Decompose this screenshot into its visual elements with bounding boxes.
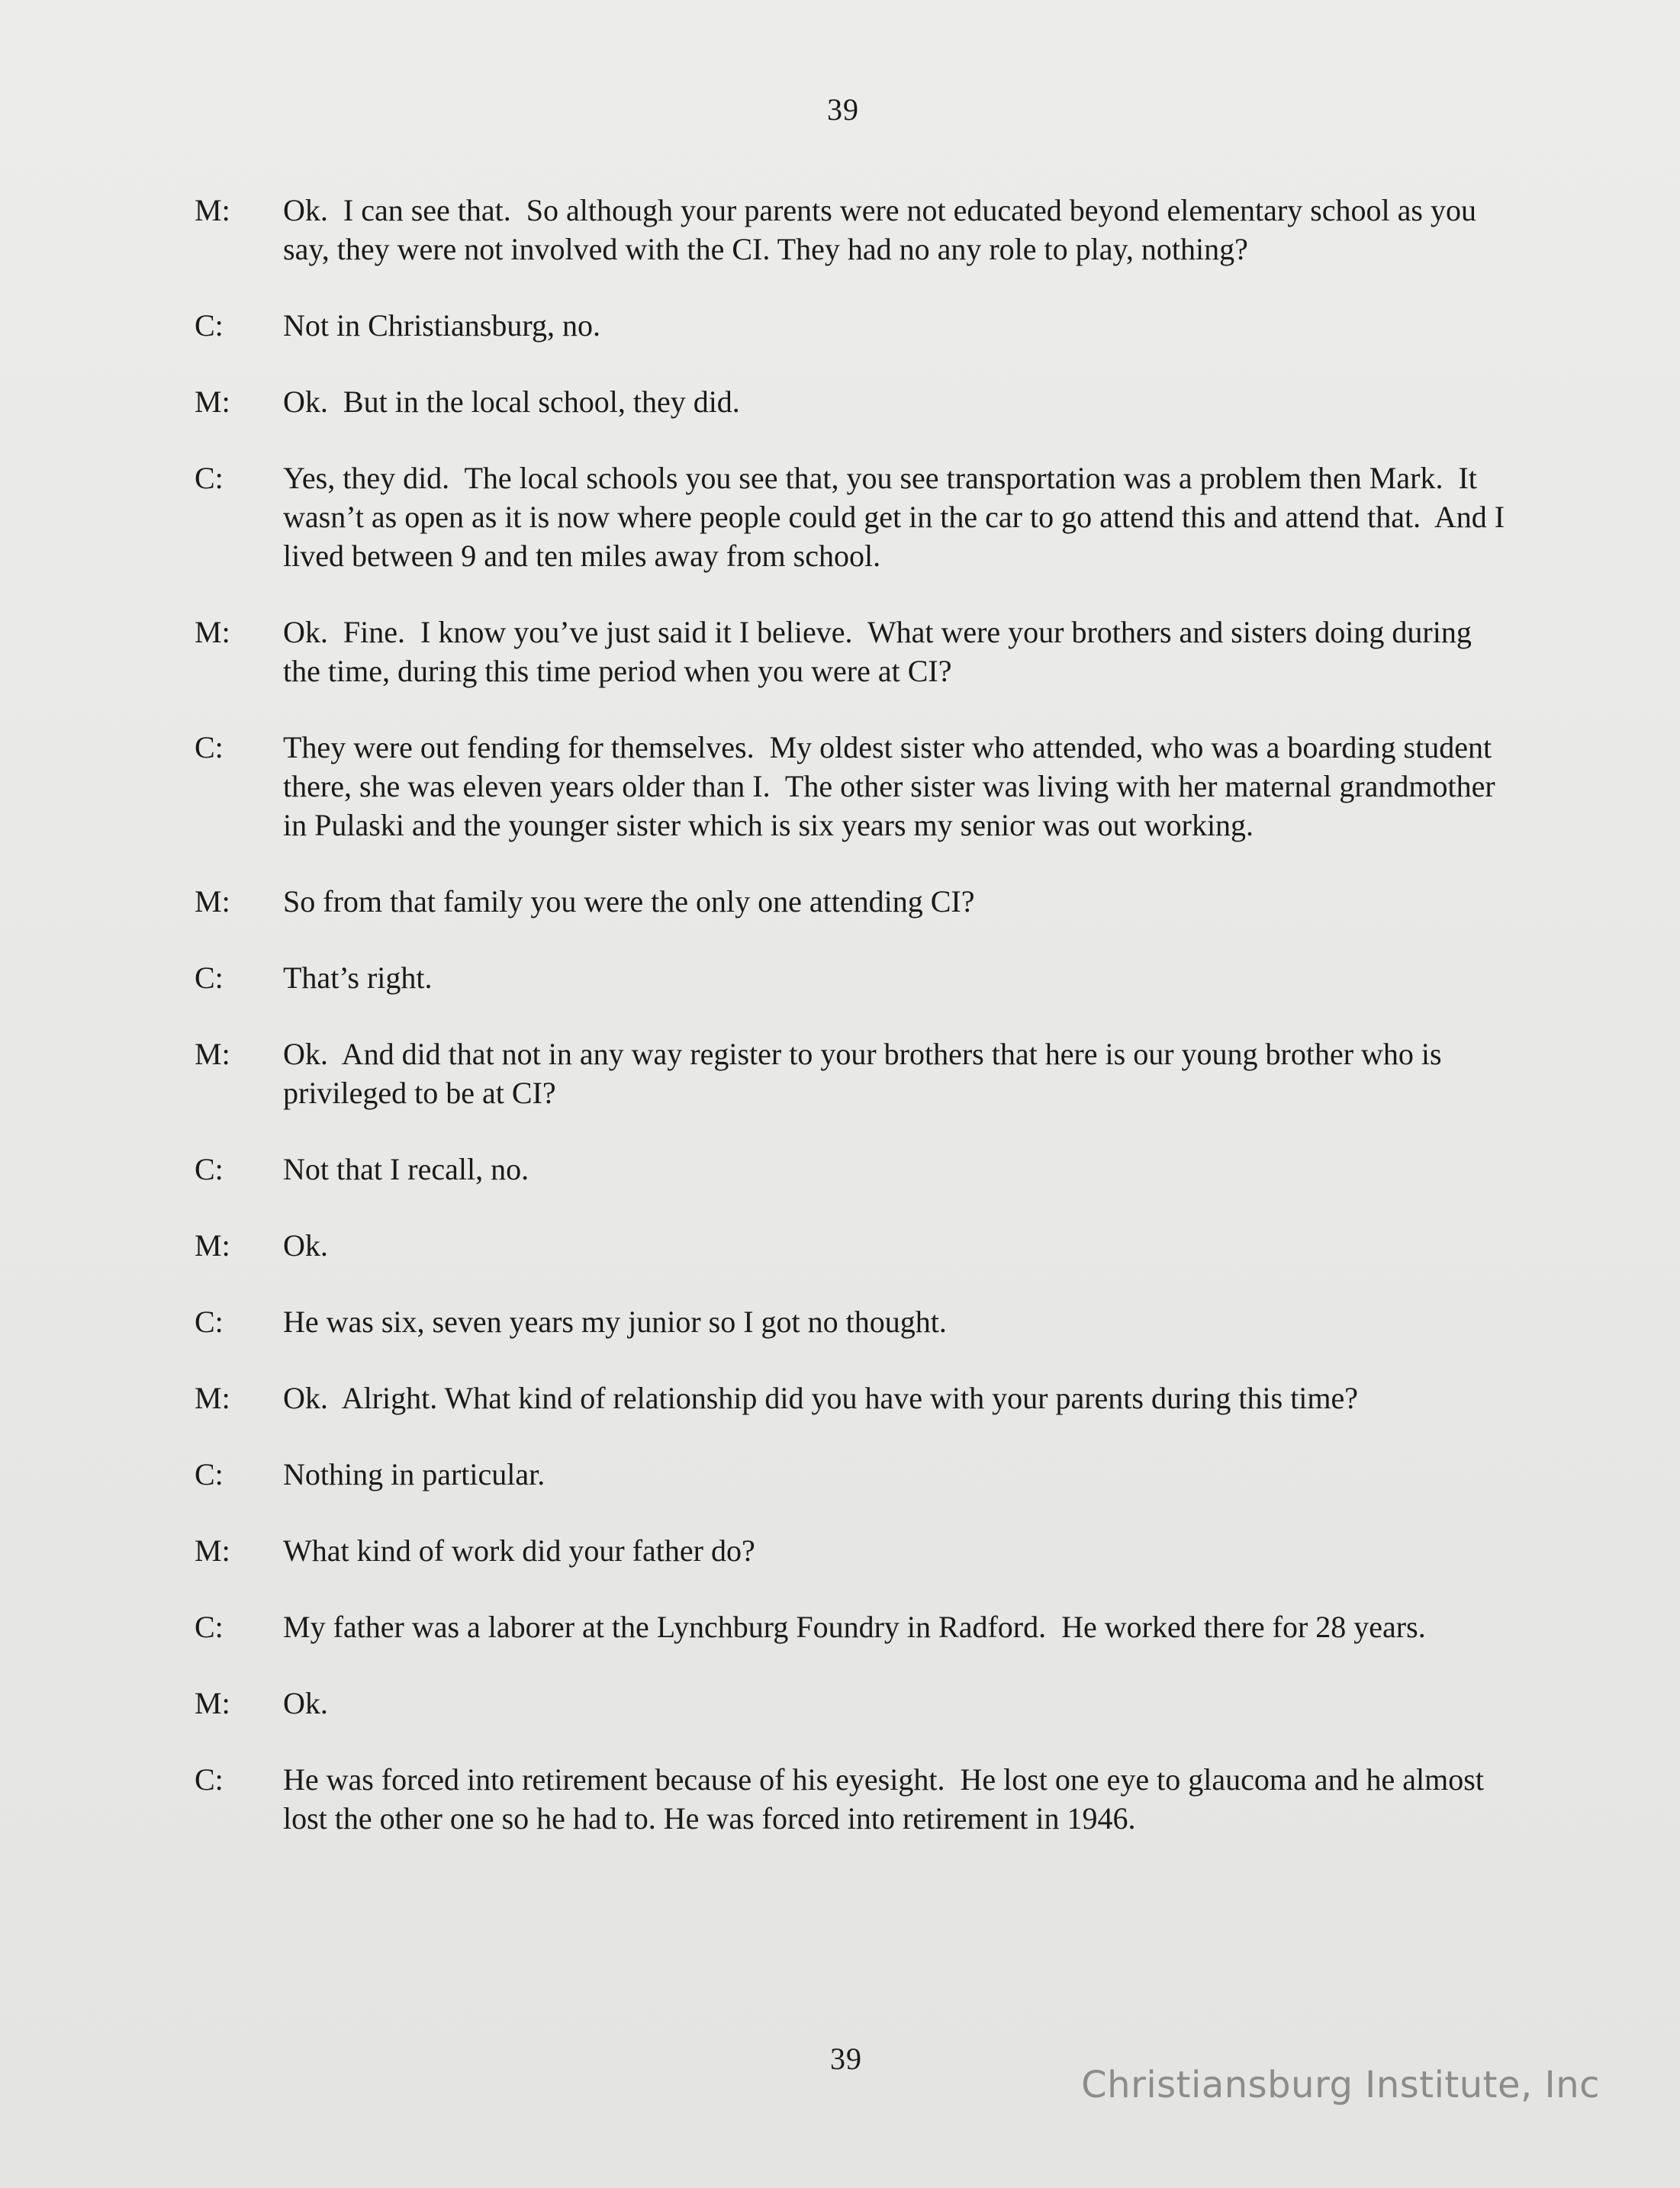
- transcript-turn: [195, 1379, 1507, 1417]
- utterance-text: They were out fending for themselves. My oldest sister who attended, who was a boarding student there, she was eleven years older than I. The other sister was living with her maternal grandmother in Pulaski and the younger sister which is six years my senior was out working.: [283, 730, 1503, 842]
- utterance-text: Ok.: [283, 1686, 328, 1720]
- utterance-text: Yes, they did. The local schools you see that, you see transportation was a problem then Mark. It wasn’t as open as it is now where people could get in the car to go attend this and attend that. And I lived between 9 and ten miles away from school.: [283, 461, 1513, 573]
- speaker-label: M:: [195, 884, 230, 919]
- utterance-text: Ok. Fine. I know you’ve just said it I believe. What were your brothers and sisters doing during the time, during this time period when you were at CI?: [283, 615, 1479, 688]
- watermark: Christiansburg Institute, Inc: [1081, 2064, 1600, 2106]
- speaker-label: C:: [195, 960, 224, 995]
- utterance-text: Ok. And did that not in any way register to your brothers that here is our young brother who is privileged to be at CI?: [283, 1037, 1450, 1110]
- speaker-label: C:: [195, 1762, 224, 1797]
- transcript-turn: [195, 1150, 1507, 1189]
- speaker-label: C:: [195, 1610, 224, 1644]
- transcript-turn: [195, 1302, 1507, 1341]
- transcript-turn: [195, 728, 1507, 845]
- speaker-label: M:: [195, 1686, 230, 1720]
- speaker-label: M:: [195, 385, 230, 419]
- utterance-text: Ok. But in the local school, they did.: [283, 385, 740, 419]
- utterance-text: What kind of work did your father do?: [283, 1533, 755, 1568]
- utterance-text: That’s right.: [283, 960, 433, 995]
- transcript-turn: [195, 613, 1507, 690]
- page-number-top: 39: [827, 92, 859, 127]
- utterance-text: He was forced into retirement because of his eyesight. He lost one eye to glaucoma and he almost lost the other one so he had to. He was forced into retirement in 1946.: [283, 1762, 1492, 1836]
- utterance-text: Ok.: [283, 1228, 328, 1263]
- speaker-label: M:: [195, 1228, 230, 1263]
- speaker-label: M:: [195, 615, 230, 649]
- transcript-turn: [195, 958, 1507, 997]
- speaker-label: C:: [195, 308, 224, 343]
- transcript-turn: [195, 191, 1507, 269]
- transcript-turn: [195, 1226, 1507, 1265]
- speaker-label: M:: [195, 1533, 230, 1568]
- speaker-label: C:: [195, 1152, 224, 1186]
- transcript-turn: [195, 1684, 1507, 1723]
- utterance-text: Nothing in particular.: [283, 1457, 546, 1491]
- transcript-turn: [195, 882, 1507, 921]
- speaker-label: C:: [195, 461, 224, 495]
- transcript-turn: [195, 459, 1513, 575]
- utterance-text: My father was a laborer at the Lynchburg Foundry in Radford. He worked there for 28 years.: [283, 1610, 1426, 1644]
- speaker-label: M:: [195, 1037, 230, 1071]
- speaker-label: C:: [195, 1305, 224, 1339]
- speaker-label: C:: [195, 730, 224, 764]
- transcript-turn: [195, 306, 1507, 345]
- transcript: [195, 191, 1513, 1875]
- speaker-label: M:: [195, 1381, 230, 1415]
- utterance-text: Ok. I can see that. So although your parents were not educated beyond elementary school as you say, they were not involved with the CI. They had no any role to play, nothing?: [283, 193, 1484, 266]
- transcript-turn: [195, 1607, 1507, 1646]
- utterance-text: Ok. Alright. What kind of relationship did you have with your parents during this time?: [283, 1381, 1359, 1415]
- transcript-turn: [195, 1034, 1507, 1112]
- utterance-text: He was six, seven years my junior so I got no thought.: [283, 1305, 947, 1339]
- transcript-turn: [195, 1455, 1507, 1494]
- transcript-turn: [195, 1760, 1507, 1838]
- page-number-bottom: 39: [830, 2042, 862, 2076]
- utterance-text: So from that family you were the only one attending CI?: [283, 884, 975, 919]
- utterance-text: Not that I recall, no.: [283, 1152, 529, 1186]
- transcript-turn: [195, 382, 1507, 421]
- transcript-turn: [195, 1531, 1507, 1570]
- speaker-label: C:: [195, 1457, 224, 1491]
- utterance-text: Not in Christiansburg, no.: [283, 308, 600, 343]
- speaker-label: M:: [195, 193, 230, 227]
